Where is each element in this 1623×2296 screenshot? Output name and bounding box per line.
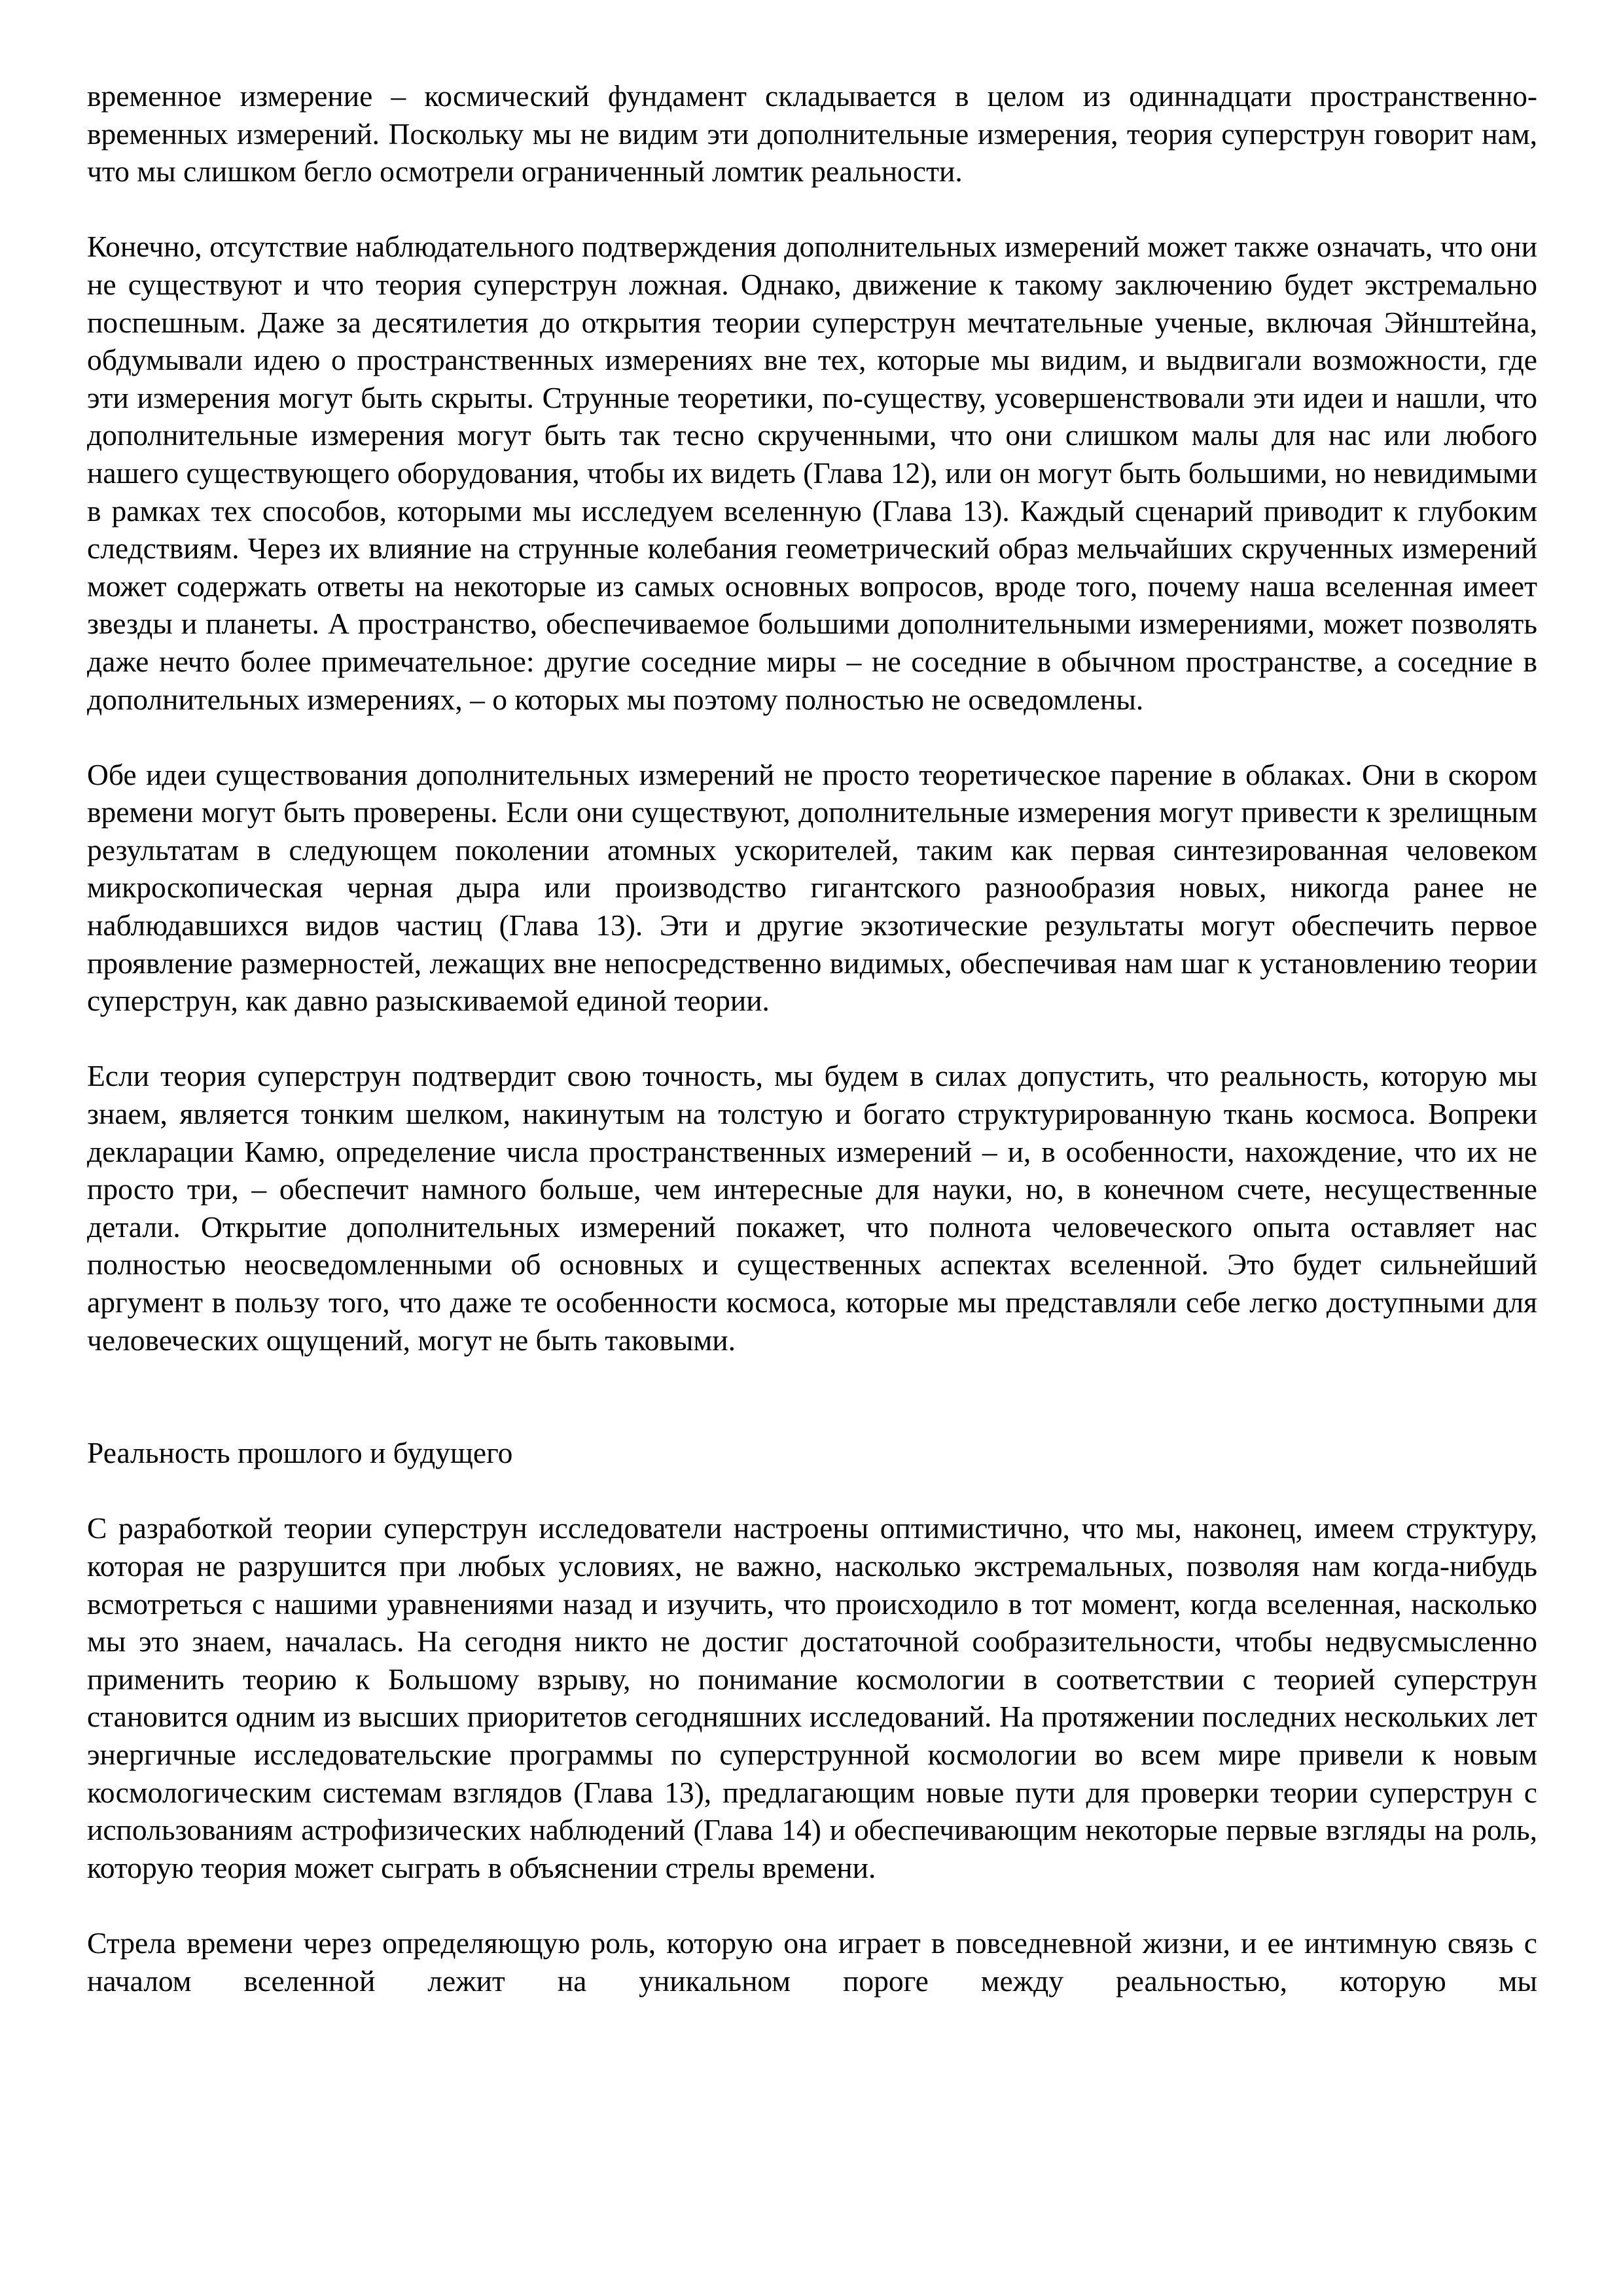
paragraph-4: Если теория суперструн подтвердит свою точность, мы будем в силах допустить, что реальность, которую мы знаем, является тонким шелком, накинутым на толстую и богато структурированную ткань космоса. Вопреки декларации Камю, определение числа пространственных измерений – и, в особенности, нахождение, что их не просто три, – обеспечит намного больше, чем интересные для науки, но, в конечном счете, несущественные детали. Открытие дополнительных измерений покажет, что полнота человеческого опыта оставляет нас полностью неосведомленными об основных и существенных аспектах вселенной. Это будет сильнейший аргумент в пользу того, что даже те особенности космоса, которые мы представляли себе легко доступными для человеческих ощущений, могут не быть таковыми. <box>87 1059 1537 1357</box>
paragraph-6: Стрела времени через определяющую роль, которую она играет в повседневной жизни, и ее интимную связь с началом вселенной лежит на уникальном пороге между реальностью, которую мы <box>87 1926 1537 1998</box>
section-spacer <box>87 1359 1537 1434</box>
paragraph-1: временное измерение – космический фундамент складывается в целом из одиннадцати пространственно-временных измерений. Поскольку мы не видим эти дополнительные измерения, теория суперструн говорит нам, что мы слишком бегло осмотрели ограниченный ломтик реальности. <box>87 79 1537 188</box>
paragraph-3: Обе идеи существования дополнительных измерений не просто теоретическое парение в облаках. Они в скором времени могут быть проверены. Если они существуют, дополнительные измерения могут привести к зрелищным результатам в следующем поколении атомных ускорителей, таким как первая синтезированная человеком микроскопическая черная дыра или производство гигантского разнообразия новых, никогда ранее не наблюдавшихся видов частиц (Глава 13). Эти и другие экзотические результаты могут обеспечить первое проявление размерностей, лежащих вне непосредственно видимых, обеспечивая нам шаг к установлению теории суперструн, как давно разыскиваемой единой теории. <box>87 757 1537 1018</box>
paragraph-spacer <box>87 1020 1537 1058</box>
section-heading: Реальность прошлого и будущего <box>87 1436 513 1470</box>
paragraph-5: С разработкой теории суперструн исследователи настроены оптимистично, что мы, наконец, имеем структуру, которая не разрушится при любых условиях, не важно, насколько экстремальных, позволяя нам когда-нибудь всмотреться с нашими уравнениями назад и изучить, что происходило в тот момент, когда вселенная, насколько мы это знаем, началась. На сегодня никто не достиг достаточной сообразительности, чтобы недвусмысленно применить теорию к Большому взрыву, но понимание космологии в соответствии с теорией суперструн становится одним из высших приоритетов сегодняшних исследований. На протяжении последних нескольких лет энергичные исследовательские программы по суперструнной космологии во всем мире привели к новым космологическим системам взглядов (Глава 13), предлагающим новые пути для проверки теории суперструн с использованиям астрофизических наблюдений (Глава 14) и обеспечивающим некоторые первые взгляды на роль, которую теория может сыграть в объяснении стрелы времени. <box>87 1511 1537 1884</box>
document-page <box>87 77 1537 2000</box>
paragraph-spacer <box>87 1472 1537 1510</box>
paragraph-spacer <box>87 190 1537 228</box>
paragraph-spacer <box>87 718 1537 756</box>
paragraph-spacer <box>87 1886 1537 1924</box>
paragraph-2: Конечно, отсутствие наблюдательного подтверждения дополнительных измерений может также означать, что они не существуют и что теория суперструн ложная. Однако, движение к такому заключению будет экстремально поспешным. Даже за десятилетия до открытия теории суперструн мечтательные ученые, включая Эйнштейна, обдумывали идею о пространственных измерениях вне тех, которые мы видим, и выдвигали возможности, где эти измерения могут быть скрыты. Струнные теоретики, по-существу, усовершенствовали эти идеи и нашли, что дополнительные измерения могут быть так тесно скрученными, что они слишком малы для нас или любого нашего существующего оборудования, чтобы их видеть (Глава 12), или он могут быть большими, но невидимыми в рамках тех способов, которыми мы исследуем вселенную (Глава 13). Каждый сценарий приводит к глубоким следствиям. Через их влияние на струнные колебания геометрический образ мельчайших скрученных измерений может содержать ответы на некоторые из самых основных вопросов, вроде того, почему наша вселенная имеет звезды и планеты. А пространство, обеспечиваемое большими дополнительными измерениями, может позволять даже нечто более примечательное: другие соседние миры – не соседние в обычном пространстве, а соседние в дополнительных измерениях, – о которых мы поэтому полностью не осведомлены. <box>87 230 1537 716</box>
